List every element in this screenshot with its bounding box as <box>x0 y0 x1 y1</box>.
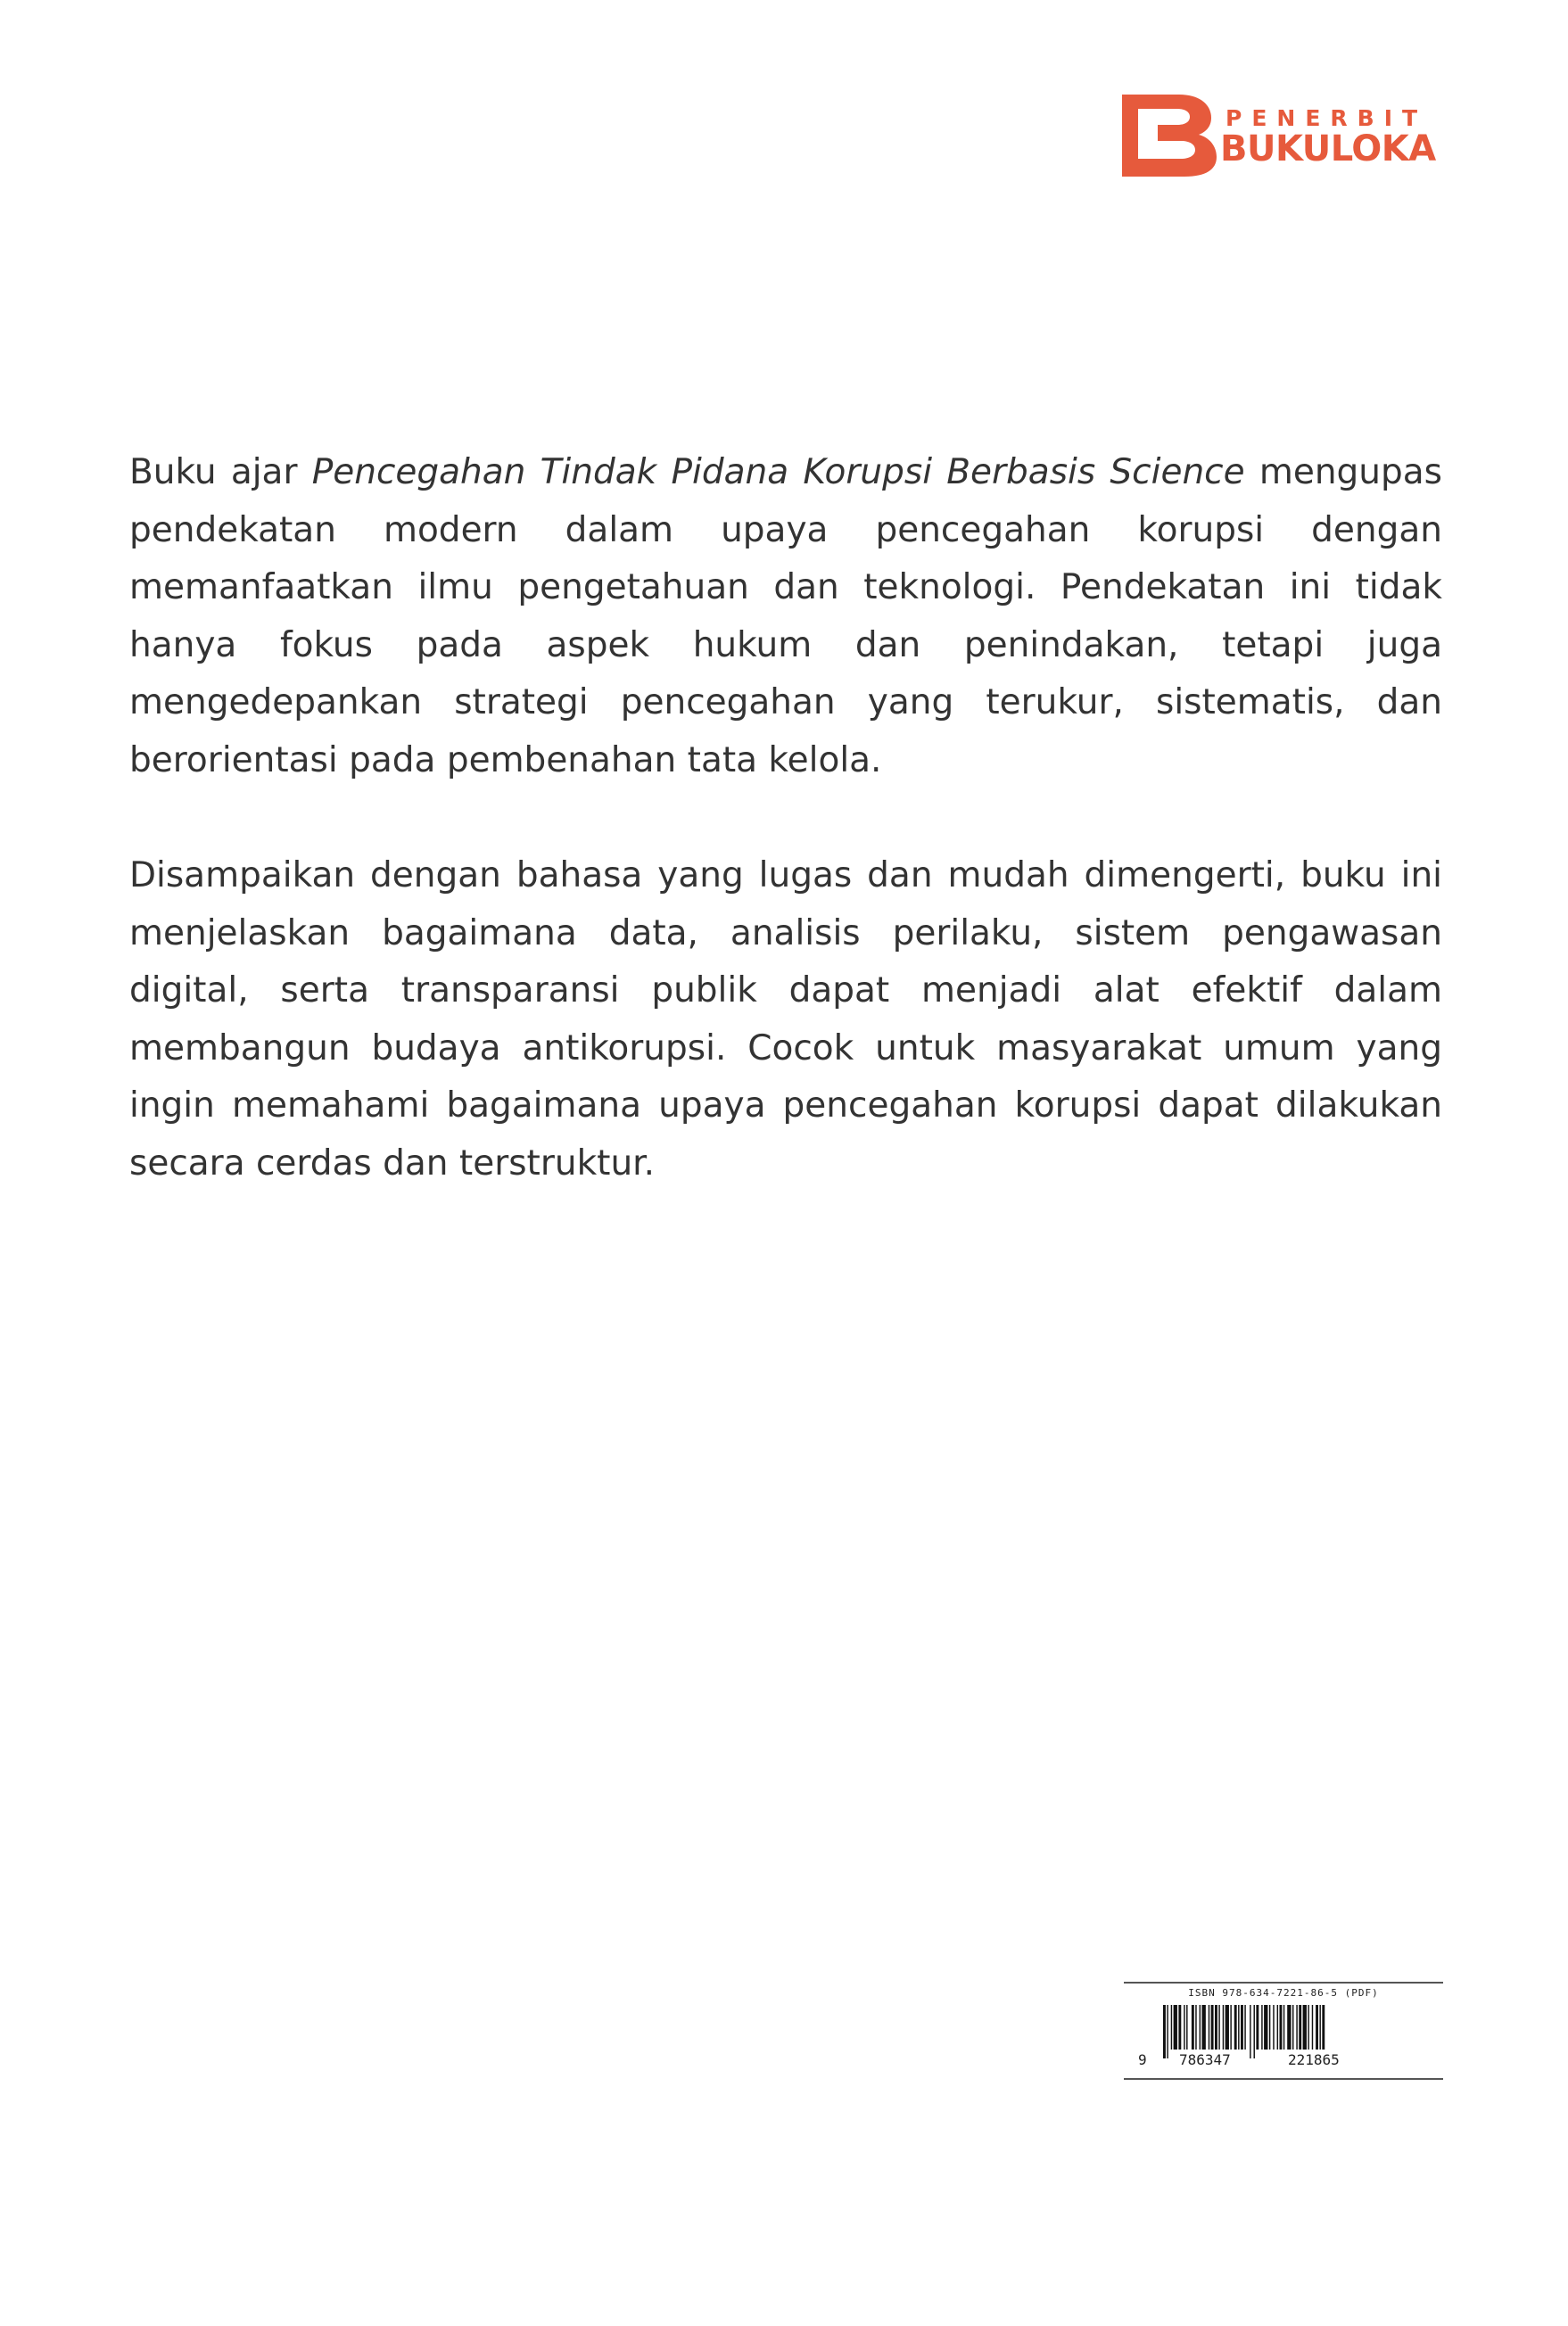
book-title: Pencegahan Tindak Pidana Korupsi Berbasis Science <box>311 452 1245 492</box>
barcode-bar <box>1186 2005 1187 2050</box>
publisher-logo <box>1122 95 1443 177</box>
barcode-bar <box>1319 2005 1320 2050</box>
barcode-bar <box>1322 2005 1325 2050</box>
barcode-bar <box>1256 2005 1259 2050</box>
barcode-bar <box>1312 2005 1313 2050</box>
barcode-bar <box>1296 2005 1297 2050</box>
barcode-bar <box>1287 2005 1291 2050</box>
barcode-bar <box>1200 2005 1201 2050</box>
barcode-bar <box>1283 2005 1284 2050</box>
barcode-bar <box>1273 2005 1274 2050</box>
barcode-bar <box>1269 2005 1270 2050</box>
barcode-bar <box>1223 2005 1224 2050</box>
barcode-bar <box>1178 2005 1181 2050</box>
barcode-digit-lead: 9 <box>1138 2051 1147 2068</box>
logo-name: BUKULOKA <box>1220 128 1436 169</box>
barcode-bar <box>1277 2005 1278 2050</box>
barcode-bar <box>1292 2005 1293 2050</box>
barcode-bar <box>1244 2005 1245 2050</box>
barcode-bar <box>1316 2005 1318 2050</box>
barcode-bar <box>1303 2005 1307 2050</box>
barcode-bar <box>1167 2005 1168 2058</box>
barcode-bar <box>1230 2005 1231 2050</box>
barcode-bar <box>1211 2005 1214 2050</box>
barcode-digits-left: 786347 <box>1179 2051 1231 2068</box>
barcode-bar <box>1299 2005 1301 2050</box>
barcode-bar <box>1234 2005 1237 2050</box>
barcode-bar <box>1264 2005 1267 2050</box>
barcode-bar <box>1280 2005 1283 2050</box>
logo-label: PENERBIT <box>1226 105 1428 131</box>
barcode-bar <box>1174 2005 1177 2050</box>
barcode-bar <box>1215 2005 1217 2050</box>
barcode-bar <box>1195 2005 1196 2050</box>
barcode-bar <box>1254 2005 1255 2058</box>
blurb-lead: Buku ajar <box>129 452 312 492</box>
blurb-paragraph-2: Disampaikan dengan bahasa yang lugas dan mudah dimengerti, buku ini menjelaskan bagaimana data, analisis perilaku, sistem pengawasan digital, serta transparansi publik dapat menjadi alat efektif dalam membangun budaya antikorupsi. Cocok untuk masyarakat umum yang ingin memahami bagaimana upaya pencegahan korupsi dapat dilakukan secara cerdas dan terstruktur. <box>129 855 1442 1184</box>
isbn-barcode <box>1124 1982 1443 2080</box>
blurb-paragraph-1 <box>129 444 1442 789</box>
barcode-bar <box>1226 2005 1229 2050</box>
logo-b-icon <box>1122 95 1218 177</box>
barcode-bar <box>1163 2005 1166 2058</box>
back-cover-blurb <box>129 444 1442 1250</box>
barcode-bar <box>1218 2005 1219 2050</box>
barcode-bar <box>1202 2005 1206 2050</box>
barcode-bar <box>1261 2005 1262 2050</box>
barcode-digits-right: 221865 <box>1288 2051 1340 2068</box>
blurb-rest: mengupas pendekatan modern dalam upaya pencegahan korupsi dengan memanfaatkan ilmu pengetahuan dan teknologi. Pendekatan ini tidak hanya fokus pada aspek hukum dan penindakan, tetapi juga mengedepankan strategi pencegahan yang terukur, sistematis, dan berorientasi pada pembenahan tata kelola. <box>129 452 1442 780</box>
barcode-bar <box>1238 2005 1239 2050</box>
isbn-text: ISBN 978-634-7221-86-5 (PDF) <box>1188 1987 1379 1999</box>
barcode-bar <box>1171 2005 1172 2050</box>
barcode-bar <box>1241 2005 1243 2050</box>
barcode-bar <box>1192 2005 1194 2050</box>
